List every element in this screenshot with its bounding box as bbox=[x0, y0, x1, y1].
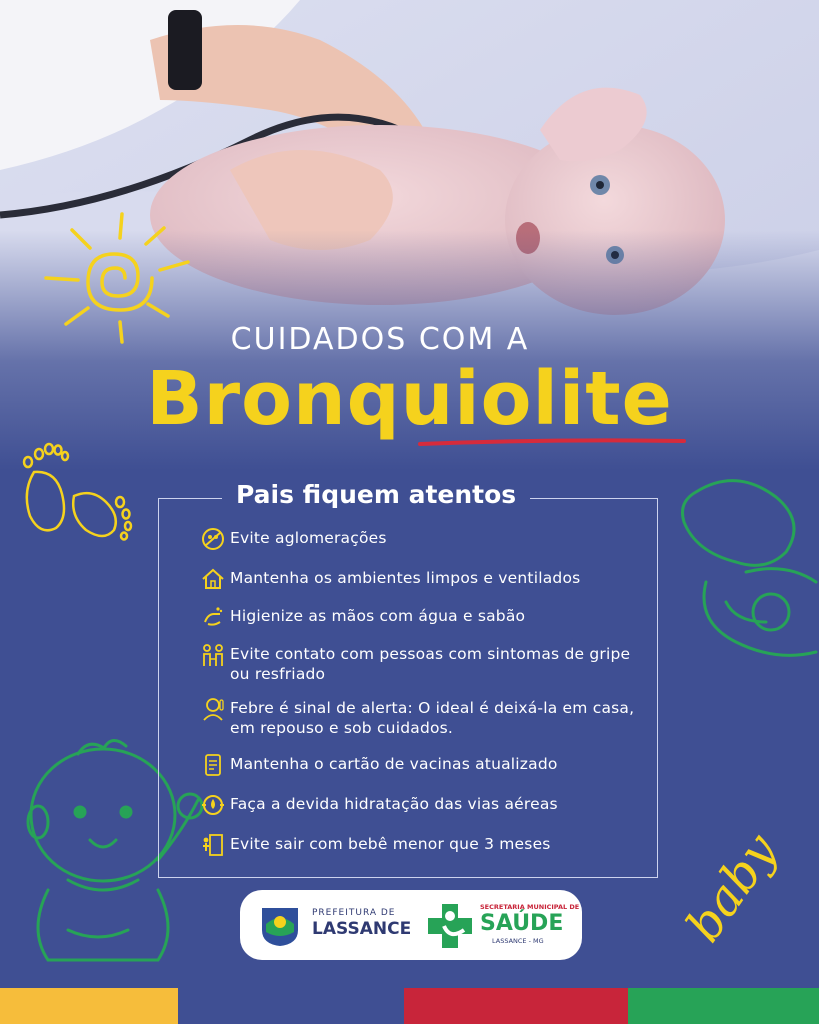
logos-banner bbox=[240, 890, 582, 960]
tip-item-8 bbox=[200, 834, 640, 858]
prefeitura-crest-icon bbox=[258, 904, 302, 948]
tips-card bbox=[158, 498, 658, 878]
saude-cross-icon bbox=[424, 900, 476, 952]
tip-item-6 bbox=[200, 754, 640, 778]
hand-wash-icon bbox=[200, 604, 226, 630]
tips-card-title: Pais fiquem atentos bbox=[222, 480, 530, 509]
logo1-line2: LASSANCE bbox=[312, 919, 412, 939]
logo2-line3: LASSANCE - MG bbox=[492, 937, 544, 945]
footprints-doodle-icon bbox=[12, 432, 142, 552]
tip-item-2 bbox=[200, 568, 640, 592]
bottom-bar-yellow bbox=[0, 988, 178, 1024]
house-icon bbox=[200, 566, 226, 592]
title-underline bbox=[418, 438, 686, 446]
logo2-line1: SECRETARIA MUNICIPAL DE bbox=[480, 903, 580, 911]
pacifier-doodle-icon bbox=[676, 472, 819, 692]
logo2-line2: SAÚDE bbox=[480, 911, 564, 936]
header-title: Bronquiolite bbox=[146, 356, 673, 442]
hydration-icon bbox=[200, 792, 226, 818]
tip-text: Evite sair com bebê menor que 3 meses bbox=[230, 835, 551, 853]
bottom-bar-green bbox=[628, 988, 819, 1024]
no-crowd-icon bbox=[200, 526, 226, 552]
header-line1: CUIDADOS COM A bbox=[230, 322, 530, 357]
tip-item-3 bbox=[200, 606, 640, 630]
vaccine-icon bbox=[200, 752, 226, 778]
tip-text: Mantenha o cartão de vacinas atualizado bbox=[230, 755, 558, 773]
baby-script-word: baby bbox=[675, 823, 789, 953]
tip-text: Evite contato com pessoas com sintomas de gripe ou resfriado bbox=[230, 645, 631, 683]
bottom-bar-red bbox=[404, 988, 628, 1024]
no-exit-icon bbox=[200, 832, 226, 858]
tip-item-5 bbox=[200, 698, 640, 738]
tip-text: Higienize as mãos com água e sabão bbox=[230, 607, 526, 625]
logo1-line1: PREFEITURA DE bbox=[312, 908, 396, 918]
tip-text: Faça a devida hidratação das vias aéreas bbox=[230, 795, 558, 813]
fever-icon bbox=[200, 696, 226, 722]
tip-text: Febre é sinal de alerta: O ideal é deixá-la em casa, em repouso e sob cuidados. bbox=[230, 699, 635, 737]
tip-item-7 bbox=[200, 794, 640, 818]
tip-text: Evite aglomerações bbox=[230, 529, 387, 547]
people-distance-icon bbox=[200, 642, 226, 668]
tip-item-4 bbox=[200, 644, 640, 684]
tip-item-1 bbox=[200, 528, 640, 552]
tip-text: Mantenha os ambientes limpos e ventilados bbox=[230, 569, 581, 587]
